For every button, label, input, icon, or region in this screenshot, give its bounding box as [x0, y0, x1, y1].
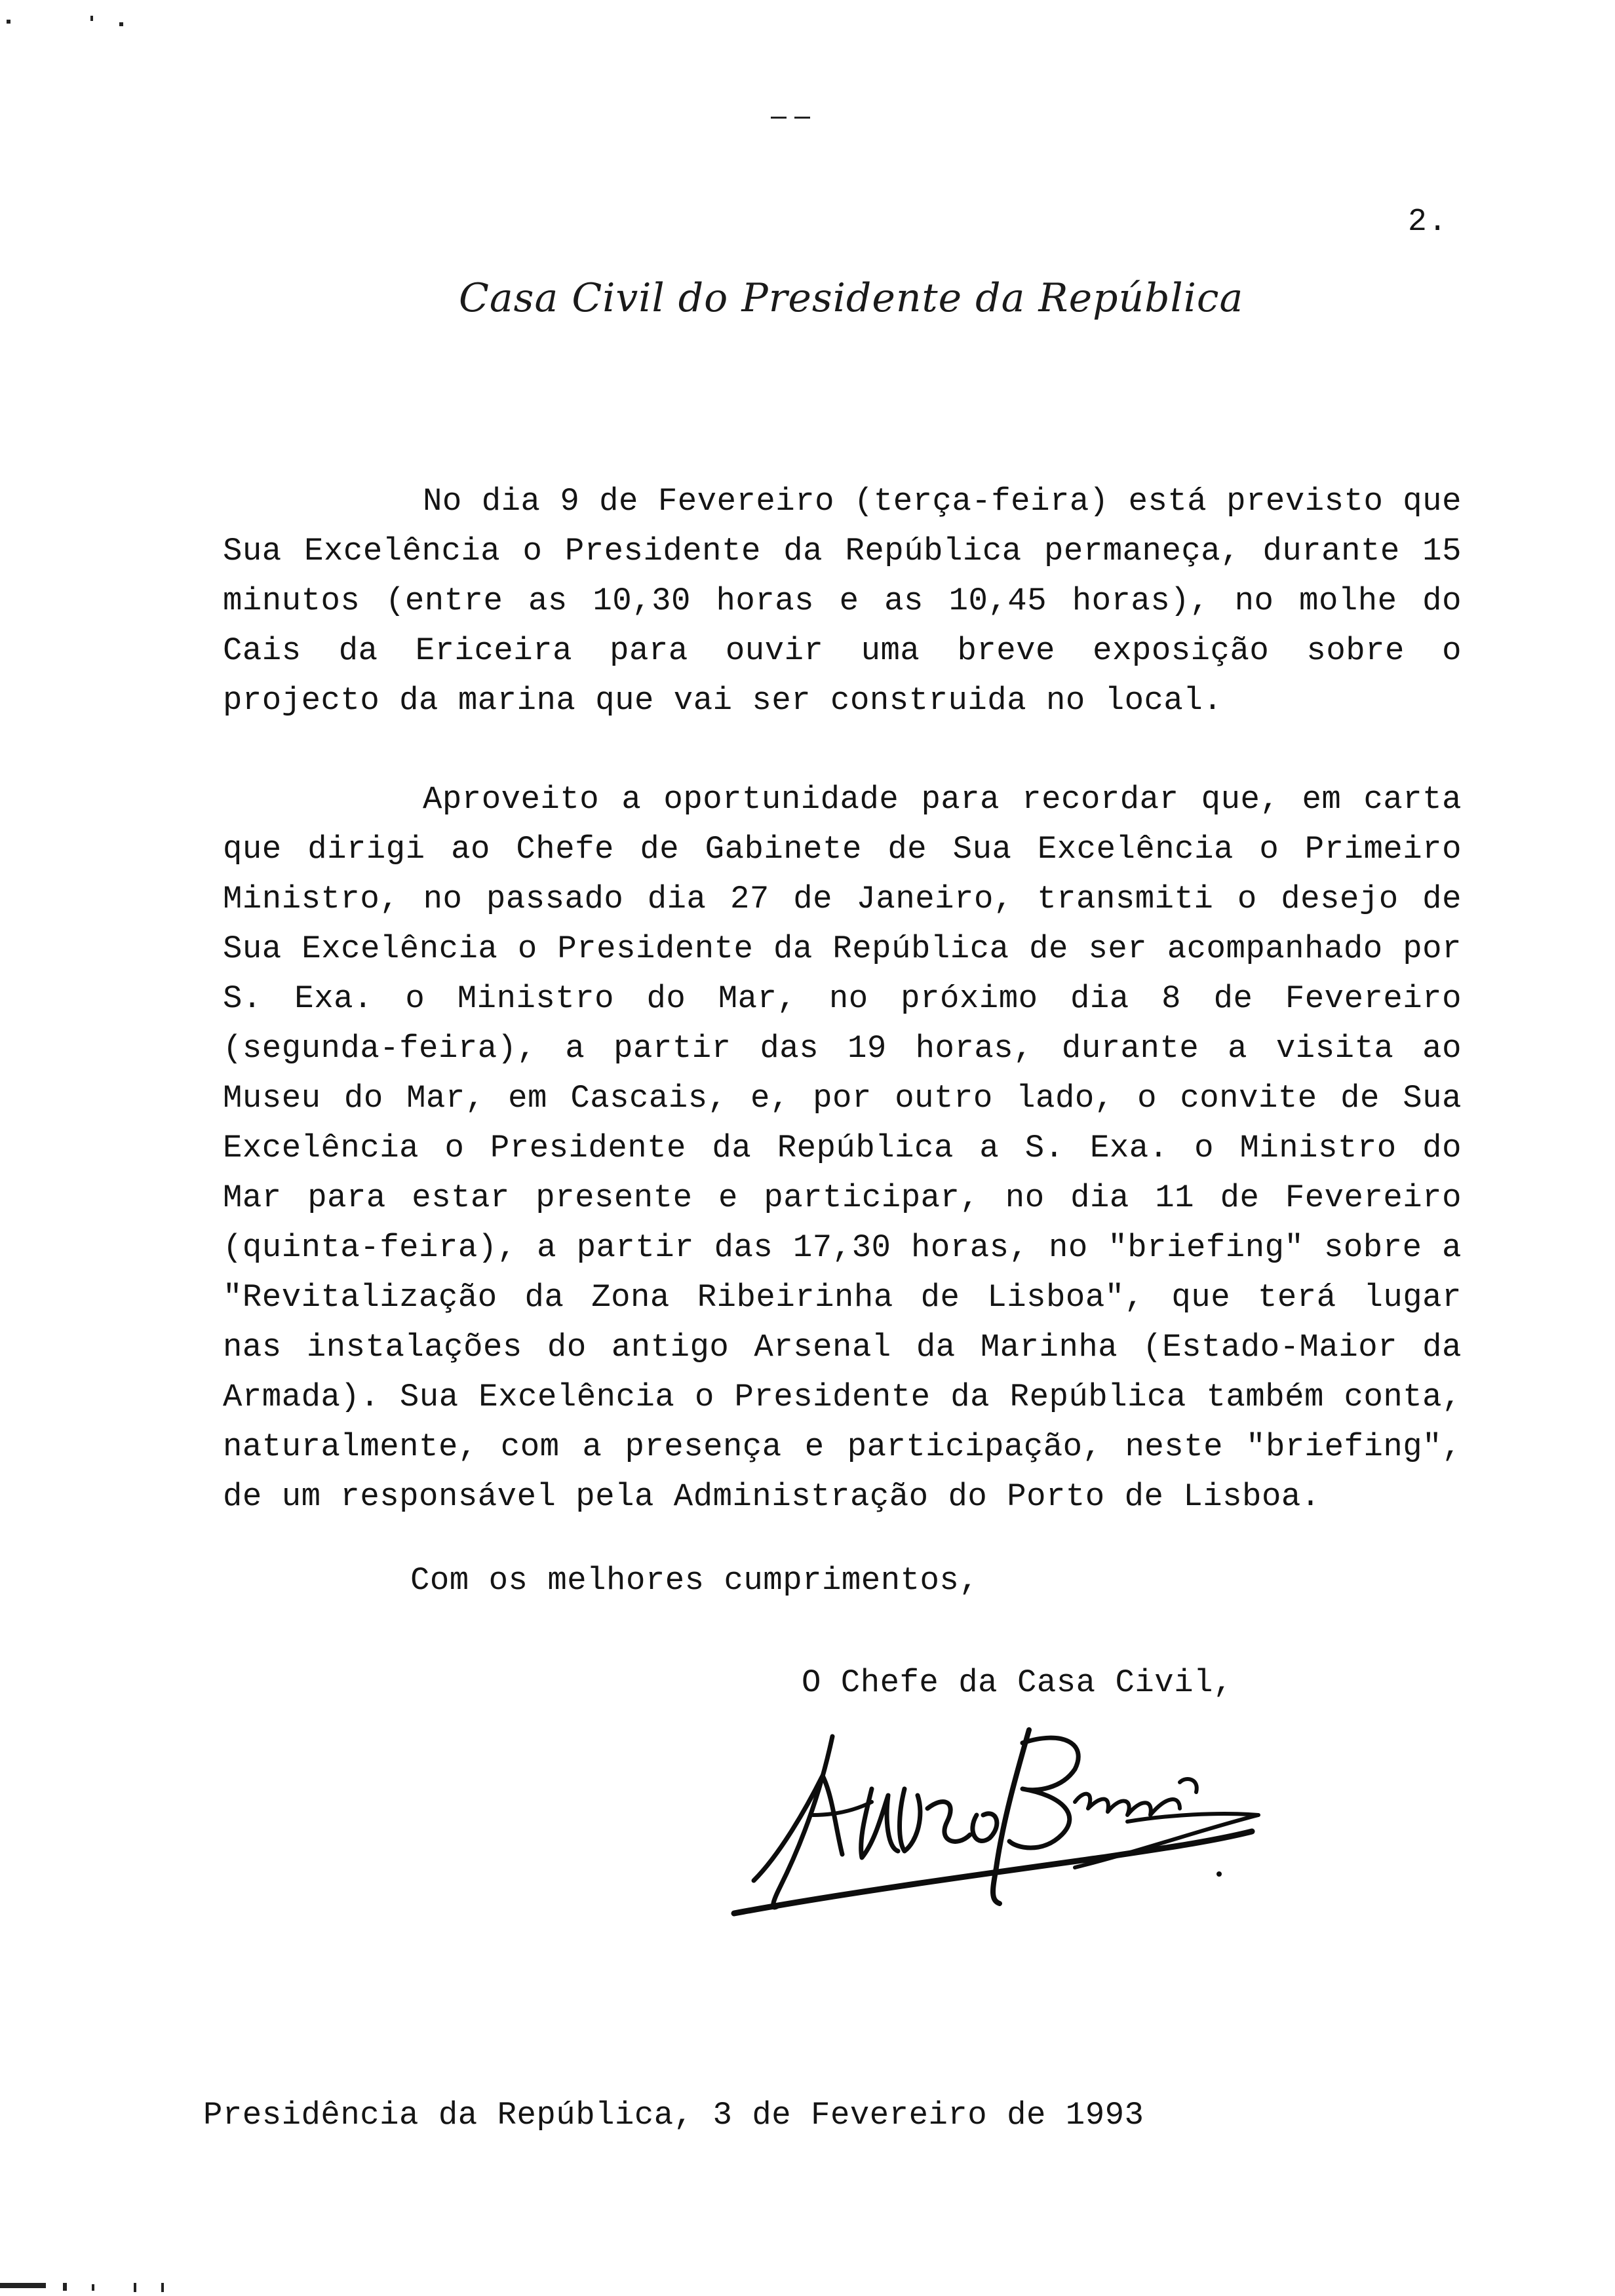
paragraph-2: Aproveito a oportunidade para recordar que, em carta que dirigi ao Chefe de Gabinete de Sua Excelência o Primeiro Ministro, no passado dia 27 de Janeiro, transmiti o desejo de Sua Excelência o Presidente da República de ser acompanhado por S. Exa. o Ministro do Mar, no próximo dia 8 de Fevereiro (segunda-feira), a partir das 19 horas, durante a visita ao Museu do Mar, em Cascais, e, por outro lado, o convite de Sua Excelência o Presidente da República a S. Exa. o Ministro do Mar para estar presente e participar, no dia 11 de Fevereiro (quinta-feira), a partir das 17,30 horas, no "briefing" sobre a "Revitalização da Zona Ribeirinha de Lisboa", que terá lugar nas instalações do antigo Arsenal da Marinha (Estado-Maior da Armada). Sua Excelência o Presidente da República também conta, naturalmente, com a presença e participação, neste "briefing", de um responsável pela Administração do Porto de Lisboa.: [223, 781, 1462, 1515]
scan-speck: [161, 2283, 164, 2292]
scan-speck: [63, 2283, 67, 2291]
scan-dash: [794, 117, 810, 119]
paragraph-1: No dia 9 de Fevereiro (terça-feira) está previsto que Sua Excelência o Presidente da República permaneça, durante 15 minutos (entre as 10,30 horas e as 10,45 horas), no molhe do Cais da Ericeira para ouvir uma breve exposição sobre o projecto da marina que vai ser construida no local.: [223, 483, 1462, 719]
scan-speck: [0, 2283, 46, 2288]
scan-speck: [7, 20, 10, 24]
scan-speck: [90, 16, 93, 21]
scan-dash: [771, 117, 787, 119]
handwritten-signature: [708, 1717, 1285, 1920]
letterhead: Casa Civil do Presidente da República: [459, 275, 1244, 321]
closing-salutation: Com os melhores cumprimentos,: [410, 1562, 979, 1599]
scan-speck: [92, 2284, 94, 2291]
signatory-title: O Chefe da Casa Civil,: [802, 1664, 1233, 1701]
scan-speck: [119, 22, 123, 26]
scan-speck: [134, 2283, 136, 2292]
page-number: 2.: [1408, 204, 1449, 240]
date-line: Presidência da República, 3 de Fevereiro de 1993: [203, 2097, 1144, 2133]
